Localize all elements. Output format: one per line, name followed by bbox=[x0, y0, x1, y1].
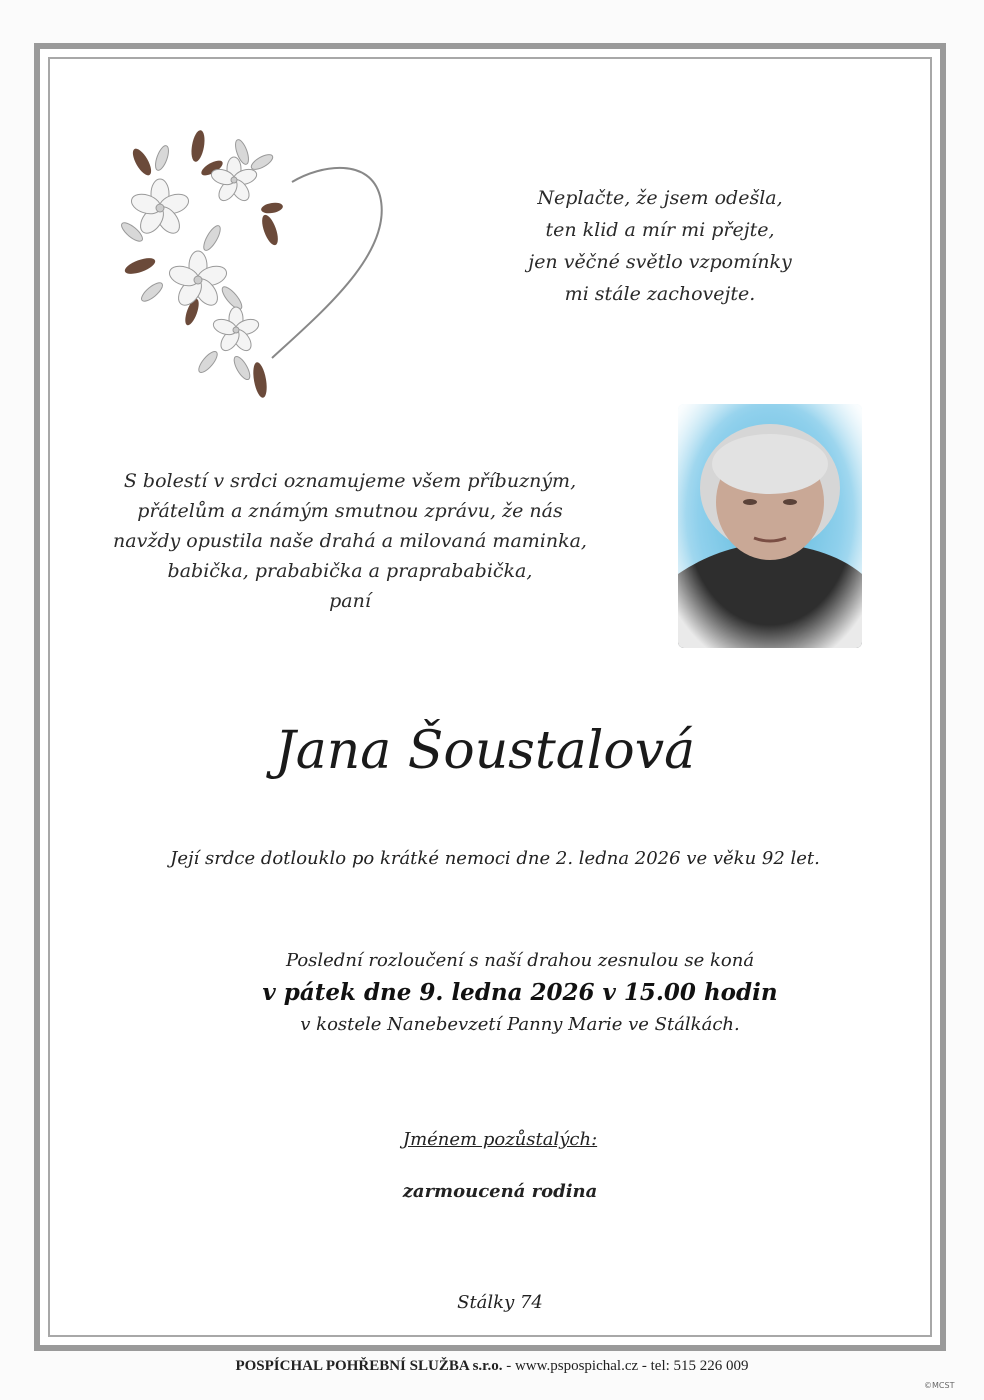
funeral-datetime: v pátek dne 9. ledna 2026 v 15.00 hodin bbox=[262, 979, 778, 1006]
footer-company: POSPÍCHAL POHŘEBNÍ SLUŽBA s.r.o. bbox=[235, 1358, 503, 1374]
announcement-line: babička, prababička a praprababička, bbox=[167, 560, 533, 582]
family-signature: zarmoucená rodina bbox=[402, 1181, 598, 1202]
funeral-place: v kostele Nanebevzetí Panny Marie ve Stálkách. bbox=[300, 1014, 740, 1035]
on-behalf-label: Jménem pozůstalých: bbox=[402, 1129, 598, 1150]
poem-line: Neplačte, že jsem odešla, bbox=[537, 187, 783, 209]
deceased-name: Jana Šoustalová bbox=[274, 721, 696, 781]
funeral-intro: Poslední rozloučení s naší drahou zesnulou se koná bbox=[285, 950, 755, 971]
announcement-line: navždy opustila naše drahá a milovaná maminka, bbox=[113, 530, 587, 552]
address: Stálky 74 bbox=[457, 1292, 543, 1313]
announcement-line: paní bbox=[329, 590, 371, 612]
death-notice: Její srdce dotlouklo po krátké nemoci dne 2. ledna 2026 ve věku 92 let. bbox=[170, 848, 820, 869]
announcement-line: přátelům a známým smutnou zprávu, že nás bbox=[137, 500, 563, 522]
announcement bbox=[100, 466, 600, 616]
footer-contact: - www.pspospichal.cz - tel: 515 226 009 bbox=[502, 1358, 749, 1374]
portrait-photo bbox=[678, 404, 862, 648]
floral-heart-icon bbox=[112, 122, 396, 412]
footer bbox=[0, 1358, 984, 1375]
corner-mark: ©MCST bbox=[924, 1381, 955, 1390]
poem bbox=[460, 182, 860, 310]
poem-line: ten klid a mír mi přejte, bbox=[545, 219, 775, 241]
poem-line: mi stále zachovejte. bbox=[564, 283, 756, 305]
poem-line: jen věčné světlo vzpomínky bbox=[528, 251, 792, 273]
funeral-info bbox=[100, 946, 940, 1040]
announcement-line: S bolestí v srdci oznamujeme všem příbuzným, bbox=[123, 470, 577, 492]
